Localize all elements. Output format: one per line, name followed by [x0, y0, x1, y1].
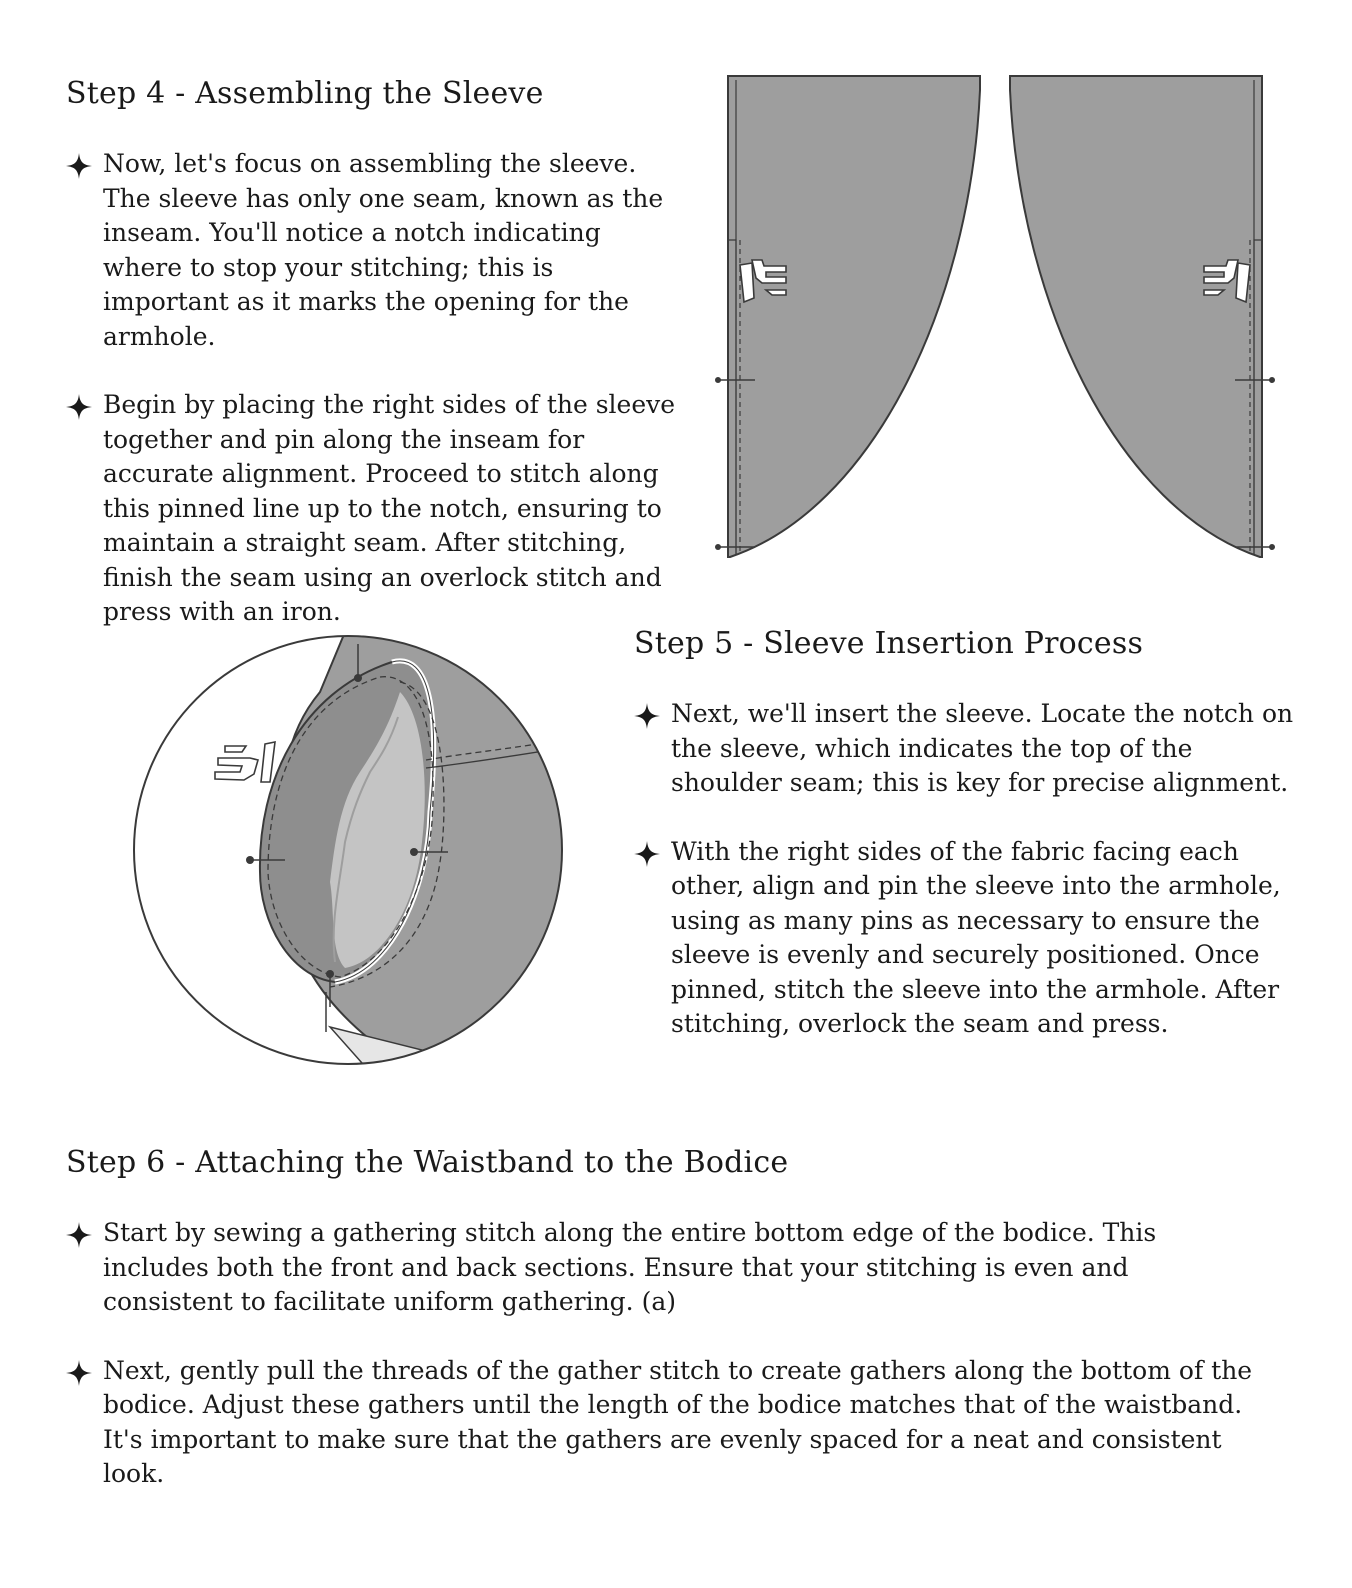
step5-section [634, 626, 1294, 1042]
step6-paragraph-1 [66, 1216, 1266, 1320]
step6-paragraph-1-text: Start by sewing a gathering stitch along the entire bottom edge of the bodice. This includes both the front and back sections. Ensure that your stitching is even and consistent to facilitate uniform gathering. (a) [103, 1218, 1157, 1316]
step5-heading: Step 5 - Sleeve Insertion Process [634, 626, 1144, 661]
step6-section [66, 1145, 1266, 1492]
four-point-star-icon [634, 841, 660, 867]
sleeve-insertion-illustration [130, 632, 570, 1072]
step5-paragraph-2 [634, 835, 1294, 1042]
step5-paragraph-1 [634, 697, 1294, 801]
step6-heading: Step 6 - Attaching the Waistband to the Bodice [66, 1145, 789, 1180]
step6-paragraph-2-text: Next, gently pull the threads of the gather stitch to create gathers along the bottom of the bodice. Adjust these gathers until the length of the bodice matches that of the waistband. It's important to make sure that the gathers are evenly spaced for a neat and consistent look. [103, 1355, 1253, 1488]
step4-heading: Step 4 - Assembling the Sleeve [66, 76, 544, 111]
four-point-star-icon [634, 703, 660, 729]
step6-paragraph-2 [66, 1354, 1266, 1492]
step4-paragraph-1-text: Now, let's focus on assembling the sleeve. The sleeve has only one seam, known as the inseam. You'll notice a notch indicating where to stop your stitching; this is important as it marks the opening for the armhole. [103, 149, 664, 351]
four-point-star-icon [66, 153, 92, 179]
right-sleeve-piece [1010, 76, 1275, 557]
four-point-star-icon [66, 1222, 92, 1248]
four-point-star-icon [66, 394, 92, 420]
four-point-star-icon [66, 1360, 92, 1386]
step5-paragraph-1-text: Next, we'll insert the sleeve. Locate the notch on the sleeve, which indicates the top of the shoulder seam; this is key for precise alignment. [671, 699, 1294, 797]
left-sleeve-piece [715, 76, 980, 557]
sleeve-pieces-illustration [700, 60, 1300, 580]
step4-paragraph-2 [66, 388, 686, 630]
step5-paragraph-2-text: With the right sides of the fabric facing each other, align and pin the sleeve into the armhole, using as many pins as necessary to ensure the sleeve is evenly and securely positioned. Once pinned, stitch the sleeve into the armhole. After stitching, overlock the seam and press. [671, 836, 1281, 1038]
step4-paragraph-2-text: Begin by placing the right sides of the sleeve together and pin along the inseam for accurate alignment. Proceed to stitch along this pinned line up to the notch, ensuring to maintain a straight seam. After stitching, finish the seam using an overlock stitch and press with an iron. [103, 390, 676, 626]
step4-paragraph-1 [66, 147, 686, 354]
step4-section [66, 76, 686, 630]
